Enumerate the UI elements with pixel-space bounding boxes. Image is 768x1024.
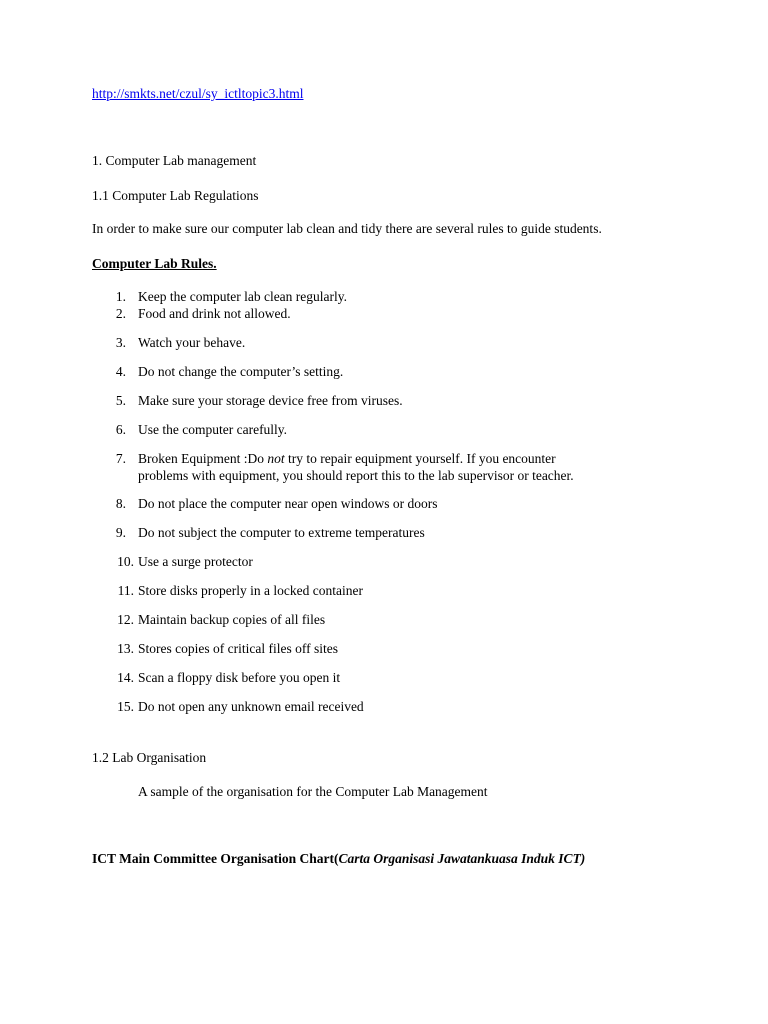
list-item-number: 12.	[117, 612, 134, 627]
org-chart-title-italic: Carta Organisasi Jawatankuasa Induk ICT)	[338, 851, 586, 866]
rules-title: Computer Lab Rules.	[92, 256, 217, 271]
list-item-text: Use a surge protector	[138, 554, 253, 569]
list-item-number: 4.	[115, 364, 126, 379]
list-item-text: Keep the computer lab clean regularly.	[138, 289, 348, 304]
list-item-number: 10.	[117, 554, 134, 569]
list-item-number: 7.	[115, 451, 126, 466]
sample-organisation-text: A sample of the organisation for the Computer Lab Management	[138, 784, 488, 799]
list-item-text: Do not open any unknown email received	[138, 699, 364, 714]
list-item-text: Watch your behave.	[138, 335, 246, 350]
list-item-number: 6.	[115, 422, 126, 437]
list-item-text-pre: Broken Equipment :Do	[138, 451, 268, 466]
list-item-number: 3.	[115, 335, 126, 350]
list-item-number: 11.	[117, 583, 134, 598]
list-item-text: Do not change the computer’s setting.	[138, 364, 344, 379]
list-item-text: Make sure your storage device free from viruses.	[138, 393, 403, 408]
list-item-text: Do not subject the computer to extreme temperatures	[138, 525, 425, 540]
list-item-text: Maintain backup copies of all files	[138, 612, 326, 627]
list-item-number: 13.	[117, 641, 134, 656]
list-item-number: 14.	[117, 670, 134, 685]
list-item-text: Do not place the computer near open windows or doors	[138, 496, 438, 511]
source-link[interactable]: http://smkts.net/czul/sy_ictltopic3.html	[92, 86, 304, 101]
heading-computer-lab-management: 1. Computer Lab management	[92, 153, 257, 168]
list-item-number: 5.	[115, 393, 126, 408]
list-item-text-continued: problems with equipment, you should report this to the lab supervisor or teacher.	[138, 468, 574, 483]
list-item-text: Stores copies of critical files off sites	[138, 641, 338, 656]
intro-paragraph: In order to make sure our computer lab clean and tidy there are several rules to guide students.	[92, 221, 602, 236]
list-item-number: 9.	[115, 525, 126, 540]
list-item-text: Food and drink not allowed.	[138, 306, 291, 321]
list-item-number: 15.	[117, 699, 134, 714]
list-item-text: Scan a floppy disk before you open it	[138, 670, 341, 685]
heading-computer-lab-regulations: 1.1 Computer Lab Regulations	[92, 188, 259, 203]
list-item-text-emphasis: not	[267, 451, 285, 466]
list-item-number: 2.	[115, 306, 126, 321]
org-chart-title-main: ICT Main Committee Organisation Chart(	[92, 851, 339, 866]
heading-lab-organisation: 1.2 Lab Organisation	[92, 750, 207, 765]
list-item-number: 8.	[115, 496, 126, 511]
list-item-text: Store disks properly in a locked container	[138, 583, 363, 598]
list-item-text	[138, 451, 556, 467]
list-item-text: Use the computer carefully.	[138, 422, 288, 437]
list-item-text-post: try to repair equipment yourself. If you encounter	[284, 451, 556, 466]
org-chart-title	[92, 851, 585, 867]
list-item-number: 1.	[115, 289, 126, 304]
